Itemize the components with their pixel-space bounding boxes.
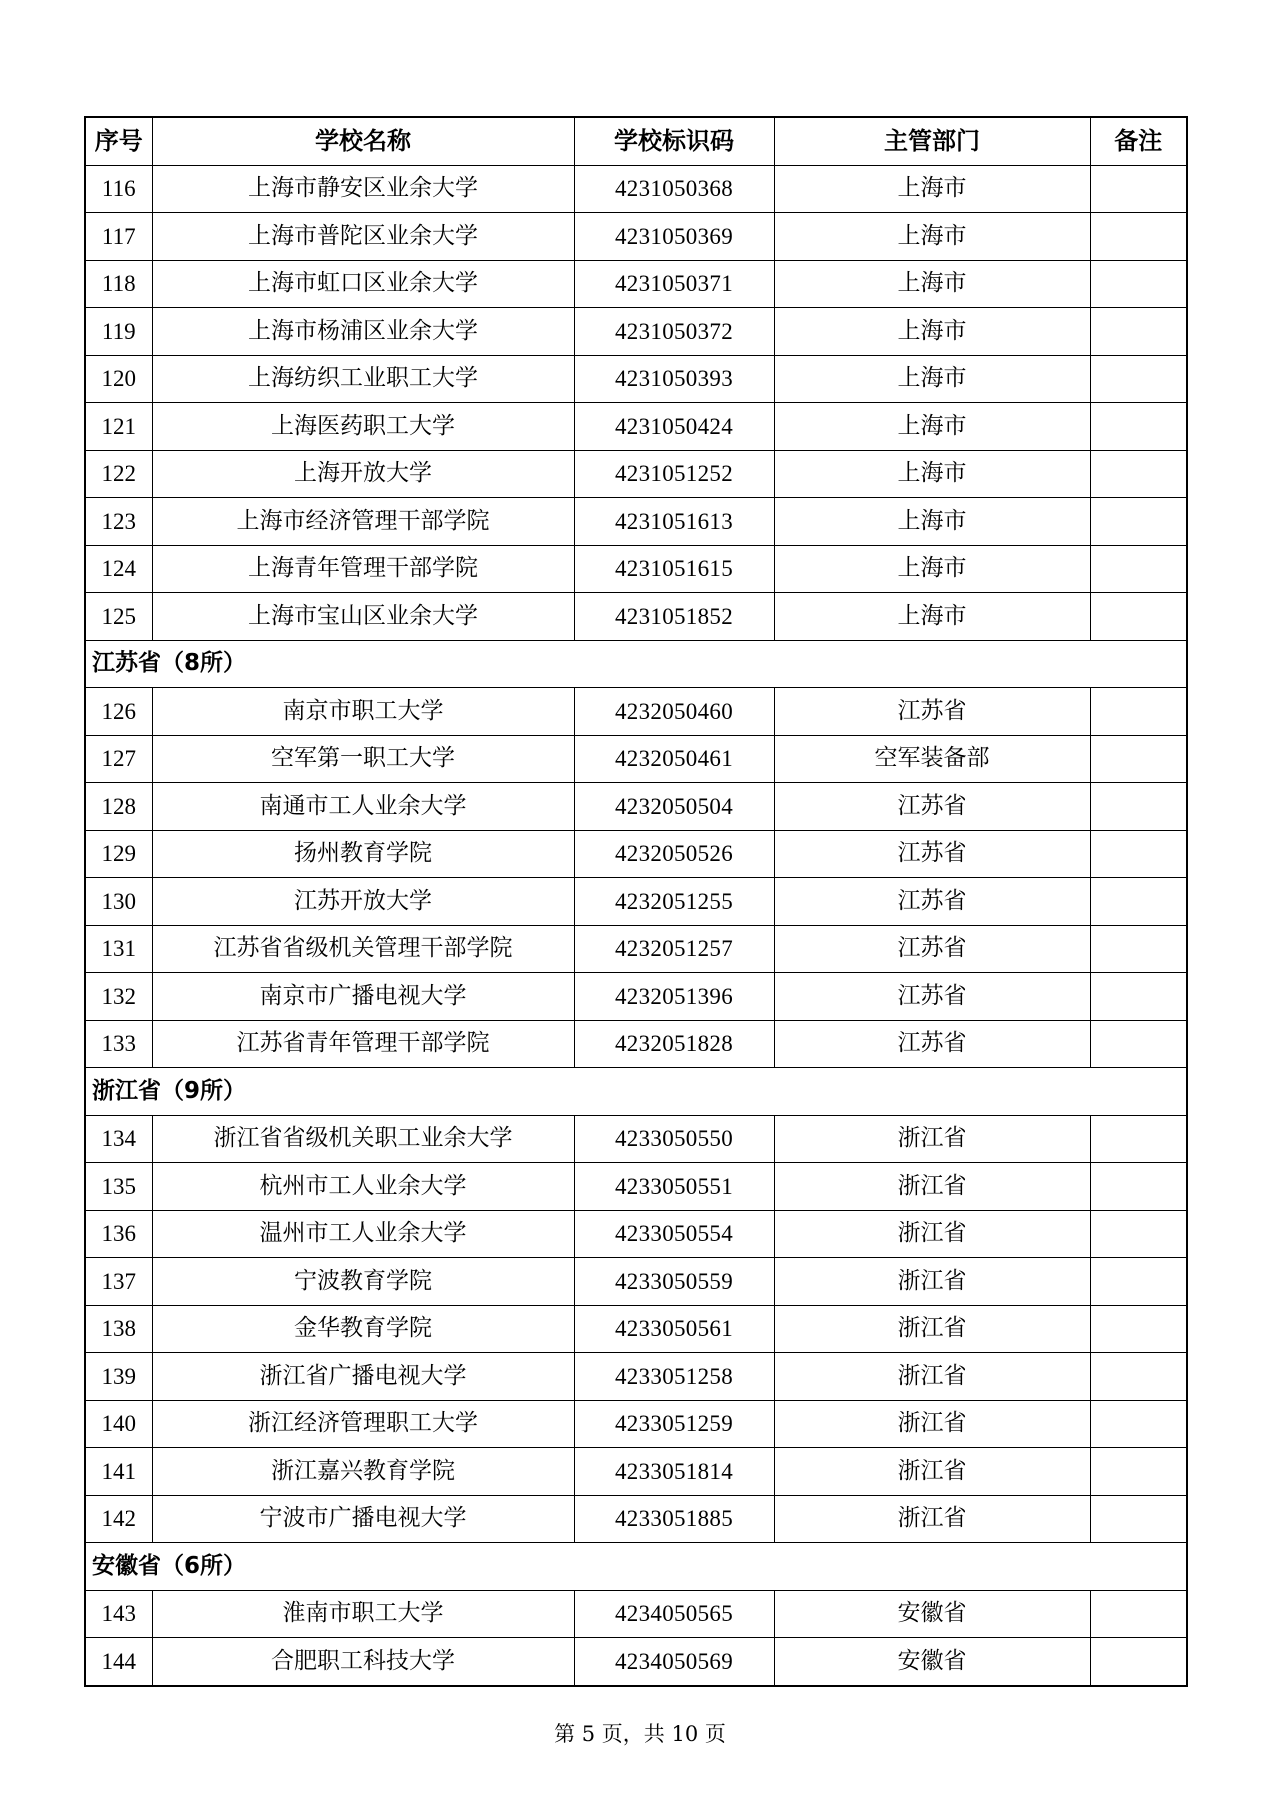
cell-school-code: 4234050569 [574,1638,774,1686]
cell-school-code: 4231051613 [574,498,774,546]
cell-school-code: 4233050554 [574,1210,774,1258]
cell-school-name: 宁波市广播电视大学 [152,1495,574,1543]
table-row [85,498,1187,546]
cell-department: 浙江省 [774,1495,1090,1543]
cell-department: 空军装备部 [774,735,1090,783]
cell-department: 江苏省 [774,925,1090,973]
cell-school-name: 杭州市工人业余大学 [152,1163,574,1211]
cell-seq: 120 [85,355,152,403]
table-row [85,593,1187,641]
cell-school-name: 浙江省广播电视大学 [152,1353,574,1401]
cell-seq: 125 [85,593,152,641]
cell-school-code: 4231050372 [574,308,774,356]
cell-note [1090,1163,1187,1211]
cell-note [1090,1210,1187,1258]
cell-note [1090,545,1187,593]
page-footer: 第 5 页，共 10 页 [554,1722,726,1746]
cell-note [1090,355,1187,403]
cell-note [1090,165,1187,213]
cell-department: 上海市 [774,450,1090,498]
cell-note [1090,1305,1187,1353]
cell-school-code: 4233050550 [574,1115,774,1163]
cell-school-name: 上海纺织工业职工大学 [152,355,574,403]
cell-seq: 118 [85,260,152,308]
table-row [85,1495,1187,1543]
cell-school-code: 4233050561 [574,1305,774,1353]
cell-school-name: 金华教育学院 [152,1305,574,1353]
cell-school-code: 4232051257 [574,925,774,973]
cell-department: 上海市 [774,498,1090,546]
cell-note [1090,830,1187,878]
cell-department: 江苏省 [774,830,1090,878]
table-row [85,165,1187,213]
cell-school-code: 4231051615 [574,545,774,593]
cell-seq: 143 [85,1590,152,1638]
province-group-label: 江苏省（8所） [85,640,1187,688]
cell-note [1090,498,1187,546]
cell-note [1090,783,1187,831]
cell-school-code: 4231051252 [574,450,774,498]
cell-seq: 139 [85,1353,152,1401]
cell-department: 江苏省 [774,783,1090,831]
cell-seq: 141 [85,1448,152,1496]
cell-note [1090,260,1187,308]
table-row [85,1163,1187,1211]
cell-school-code: 4233051885 [574,1495,774,1543]
cell-department: 江苏省 [774,688,1090,736]
cell-school-code: 4232051255 [574,878,774,926]
cell-department: 浙江省 [774,1115,1090,1163]
cell-school-name: 淮南市职工大学 [152,1590,574,1638]
cell-seq: 130 [85,878,152,926]
cell-note [1090,450,1187,498]
header-school-name: 学校名称 [152,117,574,165]
cell-school-name: 扬州教育学院 [152,830,574,878]
table-row [85,260,1187,308]
cell-department: 江苏省 [774,878,1090,926]
cell-school-code: 4233051258 [574,1353,774,1401]
province-group-label: 浙江省（9所） [85,1068,1187,1116]
table-row [85,545,1187,593]
cell-department: 浙江省 [774,1448,1090,1496]
cell-school-name: 上海市经济管理干部学院 [152,498,574,546]
cell-school-name: 浙江嘉兴教育学院 [152,1448,574,1496]
school-table [84,116,1188,1687]
cell-note [1090,1020,1187,1068]
cell-note [1090,1590,1187,1638]
cell-school-code: 4233050559 [574,1258,774,1306]
table-row [85,830,1187,878]
table-row [85,925,1187,973]
cell-seq: 138 [85,1305,152,1353]
cell-school-code: 4231050424 [574,403,774,451]
cell-department: 浙江省 [774,1400,1090,1448]
table-row [85,735,1187,783]
cell-school-name: 江苏省省级机关管理干部学院 [152,925,574,973]
cell-school-name: 上海市虹口区业余大学 [152,260,574,308]
cell-department: 上海市 [774,260,1090,308]
table-row [85,1353,1187,1401]
table-row [85,308,1187,356]
cell-seq: 131 [85,925,152,973]
header-note: 备注 [1090,117,1187,165]
table-row [85,450,1187,498]
header-seq: 序号 [85,117,152,165]
cell-seq: 134 [85,1115,152,1163]
cell-school-name: 温州市工人业余大学 [152,1210,574,1258]
cell-school-code: 4232050461 [574,735,774,783]
cell-seq: 129 [85,830,152,878]
table-header-row [85,117,1187,165]
cell-department: 浙江省 [774,1258,1090,1306]
cell-seq: 127 [85,735,152,783]
table-row [85,878,1187,926]
cell-note [1090,735,1187,783]
cell-note [1090,1258,1187,1306]
cell-seq: 119 [85,308,152,356]
cell-school-name: 宁波教育学院 [152,1258,574,1306]
cell-school-code: 4231050368 [574,165,774,213]
cell-seq: 132 [85,973,152,1021]
group-header-row [85,640,1187,688]
cell-school-code: 4233051259 [574,1400,774,1448]
cell-note [1090,688,1187,736]
cell-department: 上海市 [774,213,1090,261]
table-row [85,1638,1187,1686]
cell-seq: 136 [85,1210,152,1258]
table-row [85,355,1187,403]
cell-school-code: 4233050551 [574,1163,774,1211]
cell-seq: 124 [85,545,152,593]
cell-school-code: 4232051828 [574,1020,774,1068]
cell-note [1090,1495,1187,1543]
table-body [85,165,1187,1686]
cell-seq: 135 [85,1163,152,1211]
header-school-code: 学校标识码 [574,117,774,165]
table-row [85,1305,1187,1353]
cell-school-name: 合肥职工科技大学 [152,1638,574,1686]
cell-note [1090,593,1187,641]
table-row [85,1258,1187,1306]
cell-note [1090,1353,1187,1401]
table-row [85,1448,1187,1496]
cell-seq: 133 [85,1020,152,1068]
table-row [85,1115,1187,1163]
cell-department: 浙江省 [774,1210,1090,1258]
cell-school-code: 4234050565 [574,1590,774,1638]
cell-school-name: 南京市广播电视大学 [152,973,574,1021]
cell-school-name: 上海开放大学 [152,450,574,498]
table-row [85,688,1187,736]
cell-department: 安徽省 [774,1590,1090,1638]
cell-seq: 142 [85,1495,152,1543]
cell-seq: 126 [85,688,152,736]
cell-note [1090,213,1187,261]
table-row [85,973,1187,1021]
cell-seq: 121 [85,403,152,451]
table-row [85,1020,1187,1068]
table-row [85,213,1187,261]
cell-note [1090,403,1187,451]
cell-school-name: 上海市普陀区业余大学 [152,213,574,261]
cell-department: 上海市 [774,308,1090,356]
cell-school-name: 上海青年管理干部学院 [152,545,574,593]
cell-seq: 137 [85,1258,152,1306]
cell-school-code: 4232051396 [574,973,774,1021]
cell-department: 安徽省 [774,1638,1090,1686]
cell-note [1090,308,1187,356]
cell-department: 江苏省 [774,973,1090,1021]
cell-department: 上海市 [774,545,1090,593]
cell-school-name: 上海市宝山区业余大学 [152,593,574,641]
cell-seq: 122 [85,450,152,498]
table-row [85,783,1187,831]
cell-note [1090,878,1187,926]
cell-school-name: 上海医药职工大学 [152,403,574,451]
group-header-row [85,1068,1187,1116]
cell-seq: 140 [85,1400,152,1448]
cell-school-name: 上海市杨浦区业余大学 [152,308,574,356]
cell-seq: 123 [85,498,152,546]
cell-school-name: 江苏开放大学 [152,878,574,926]
table-row [85,1210,1187,1258]
cell-department: 上海市 [774,355,1090,403]
cell-school-name: 江苏省青年管理干部学院 [152,1020,574,1068]
cell-department: 上海市 [774,165,1090,213]
cell-note [1090,1448,1187,1496]
cell-department: 浙江省 [774,1163,1090,1211]
cell-school-code: 4232050526 [574,830,774,878]
cell-department: 浙江省 [774,1353,1090,1401]
cell-school-name: 空军第一职工大学 [152,735,574,783]
cell-school-name: 上海市静安区业余大学 [152,165,574,213]
cell-note [1090,1400,1187,1448]
province-group-label: 安徽省（6所） [85,1543,1187,1591]
cell-note [1090,973,1187,1021]
cell-seq: 144 [85,1638,152,1686]
cell-department: 江苏省 [774,1020,1090,1068]
cell-seq: 117 [85,213,152,261]
cell-school-name: 浙江经济管理职工大学 [152,1400,574,1448]
cell-school-code: 4231050393 [574,355,774,403]
cell-department: 上海市 [774,403,1090,451]
cell-school-name: 浙江省省级机关职工业余大学 [152,1115,574,1163]
cell-department: 浙江省 [774,1305,1090,1353]
cell-school-code: 4232050504 [574,783,774,831]
cell-seq: 116 [85,165,152,213]
cell-school-code: 4231051852 [574,593,774,641]
cell-school-name: 南京市职工大学 [152,688,574,736]
table-row [85,1590,1187,1638]
cell-department: 上海市 [774,593,1090,641]
cell-school-code: 4233051814 [574,1448,774,1496]
cell-note [1090,1638,1187,1686]
table-row [85,1400,1187,1448]
cell-note [1090,1115,1187,1163]
cell-school-name: 南通市工人业余大学 [152,783,574,831]
table-row [85,403,1187,451]
cell-note [1090,925,1187,973]
group-header-row [85,1543,1187,1591]
cell-school-code: 4231050369 [574,213,774,261]
cell-school-code: 4232050460 [574,688,774,736]
cell-seq: 128 [85,783,152,831]
cell-school-code: 4231050371 [574,260,774,308]
header-department: 主管部门 [774,117,1090,165]
